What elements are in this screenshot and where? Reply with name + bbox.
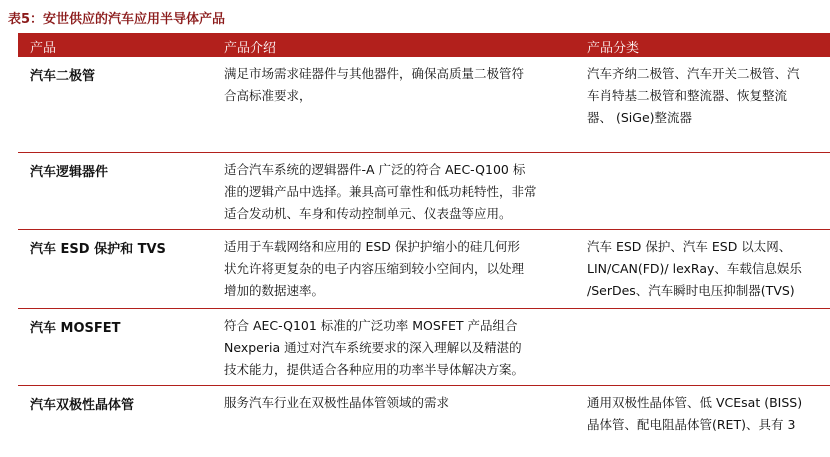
table-row xyxy=(18,309,830,386)
description-line: Nexperia 通过对汽车系统要求的深入理解以及精湛的 xyxy=(224,340,522,355)
description-line: 状允许将更复杂的电子内容压缩到较小空间内，以处理 xyxy=(224,261,525,276)
product-name: 汽车逻辑器件 xyxy=(30,165,109,180)
description-line: 适合汽车系统的逻辑器件-A 广泛的符合 AEC-Q100 标 xyxy=(224,162,526,177)
description-line: 适用于车载网络和应用的 ESD 保护护缩小的硅几何形 xyxy=(224,239,520,254)
table-header xyxy=(18,33,830,57)
category-line: 晶体管、配电阻晶体管(RET)、具有 3 xyxy=(587,417,796,432)
category-line: 汽车齐纳二极管、汽车开关二极管、汽 xyxy=(587,66,800,81)
category-line: 器、 (SiGe)整流器 xyxy=(587,110,693,125)
product-description xyxy=(224,315,580,381)
header-intro: 产品介绍 xyxy=(224,41,277,56)
table-row xyxy=(18,57,830,153)
category-line: 汽车 ESD 保护、汽车 ESD 以太网、 xyxy=(587,239,792,254)
table-row xyxy=(18,386,830,457)
table-row xyxy=(18,153,830,230)
product-name: 汽车 MOSFET xyxy=(30,321,121,336)
product-description xyxy=(224,236,580,302)
description-line: 技术能力，提供适合各种应用的功率半导体解决方案。 xyxy=(224,362,525,377)
product-category xyxy=(587,392,827,436)
description-line: 准的逻辑产品中选择。兼具高可靠性和低功耗特性，非常 xyxy=(224,184,537,199)
product-description xyxy=(224,159,580,225)
category-line: 车肖特基二极管和整流器、恢复整流 xyxy=(587,88,788,103)
product-table xyxy=(18,33,830,457)
product-category xyxy=(587,63,827,129)
product-category xyxy=(587,236,827,302)
header-category: 产品分类 xyxy=(587,41,640,56)
description-line: 符合 AEC-Q101 标准的广泛功率 MOSFET 产品组合 xyxy=(224,318,518,333)
description-line: 增加的数据速率。 xyxy=(224,283,325,298)
header-product: 产品 xyxy=(30,41,57,56)
description-line: 适合发动机、车身和传动控制单元、仪表盘等应用。 xyxy=(224,206,512,221)
product-name: 汽车双极性晶体管 xyxy=(30,398,135,413)
product-name: 汽车二极管 xyxy=(30,69,96,84)
product-name: 汽车 ESD 保护和 TVS xyxy=(30,242,166,257)
description-line: 满足市场需求硅器件与其他器件，确保高质量二极管符 xyxy=(224,66,525,81)
product-description xyxy=(224,392,580,414)
category-line: LIN/CAN(FD)/ lexRay、车载信息娱乐 xyxy=(587,261,802,276)
table-caption: 表5：安世供应的汽车应用半导体产品 xyxy=(8,12,226,27)
description-line: 服务汽车行业在双极性晶体管领域的需求 xyxy=(224,395,450,410)
category-line: /SerDes、汽车瞬时电压抑制器(TVS) xyxy=(587,283,795,298)
product-description xyxy=(224,63,580,107)
category-line: 通用双极性晶体管、低 VCEsat (BISS) xyxy=(587,395,803,410)
table-row xyxy=(18,230,830,309)
description-line: 合高标准要求， xyxy=(224,88,312,103)
